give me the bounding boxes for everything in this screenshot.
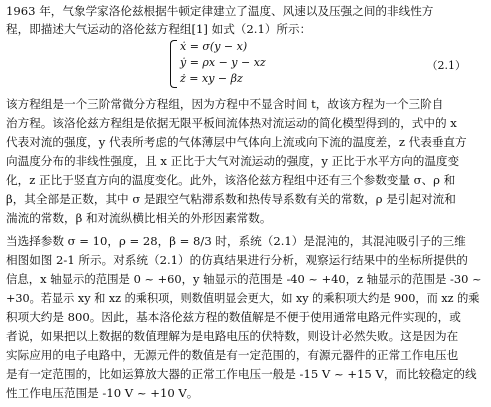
para2-line: 治方程。该洛伦兹方程组是依据无限平板间流体热对流运动的简化模型得到的，式中的 x bbox=[6, 116, 457, 130]
para2-line: 该方程组是一个三阶常微分方程组，因为方程中不显含时间 t，故该方程为一个三阶自 bbox=[6, 97, 444, 111]
equation-line-3: ż = xy − βz bbox=[180, 72, 243, 85]
para2-line: 向温度分布的非线性强度，且 x 正比于大气对流运动的强度，y 正比于水平方向的温度变 bbox=[6, 154, 460, 168]
para3-line: 实际应用的电子电路中，无源元件的数值是有一定范围的，有源元器件的正常工作电压也 bbox=[6, 348, 459, 362]
equation-brace bbox=[170, 40, 177, 88]
para3-line: 相图如图 2-1 所示。对系统（2.1）的仿真结果进行分析，观察运行结果中的坐标所提供的 bbox=[6, 253, 468, 267]
para3-line: 当选择参数 σ = 10，ρ = 28，β = 8/3 时，系统（2.1）是混沌的，其混沌吸引子的三维 bbox=[6, 234, 466, 248]
para2-line: β，其全部是正数，其中 σ 是跟空气粘滞系数和热传导系数有关的常数，ρ 是引起对流和 bbox=[6, 192, 456, 206]
equation-number: （2.1） bbox=[426, 59, 466, 72]
para3-line: 是有一定范围的，比如运算放大器的正常工作电压一般是 -15 V ~ +15 V，而比较稳定的线 bbox=[6, 367, 477, 381]
para3-line: 者说，如果把以上数据的数值理解为是电路电压的伏特数，则设计必然失败。这是因为在 bbox=[6, 329, 459, 343]
para3-line: +30。若显示 xy 和 xz 的乘积项，则数值明显会更大，如 xy 的乘积项大约是 900，而 xz 的乘 bbox=[6, 292, 480, 305]
para3-line: 信息，x 轴显示的范围是 0 ~ +60，y 轴显示的范围是 -40 ~ +40，z 轴显示的范围是 -30 ~ bbox=[6, 272, 482, 286]
para2-line: 化，z 正比于竖直方向的温度变化。此外，该洛伦兹方程组中还有三个参数变量 σ、ρ 和 bbox=[6, 173, 456, 187]
para3-line: 性工作电压范围是 -10 V ~ +10 V。 bbox=[6, 386, 199, 400]
para2-line: 代表对流的强度，y 代表所考虑的气体薄层中气体向上流或向下流的温度差，z 代表垂直方 bbox=[6, 135, 467, 149]
equation-line-2: ẏ = ρx − y − xz bbox=[180, 56, 266, 69]
para1-line1: 1963 年，气象学家洛伦兹根据牛顿定律建立了温度、风速以及压强之间的非线性方 bbox=[6, 4, 434, 18]
lorenz-equation-block bbox=[170, 40, 470, 88]
para3-line: 积项大约是 800。因此，基本洛伦兹方程的数值解是不便于使用通常电路元件实现的，或 bbox=[6, 310, 461, 324]
para2-line: 湍流的常数，β 和对流纵横比相关的外形因素常数。 bbox=[6, 211, 272, 225]
para1-line2: 程，即描述大气运动的洛伦兹方程组[1] 如式（2.1）所示： bbox=[6, 22, 312, 36]
equation-line-1: ẋ = σ(y − x) bbox=[180, 40, 248, 53]
